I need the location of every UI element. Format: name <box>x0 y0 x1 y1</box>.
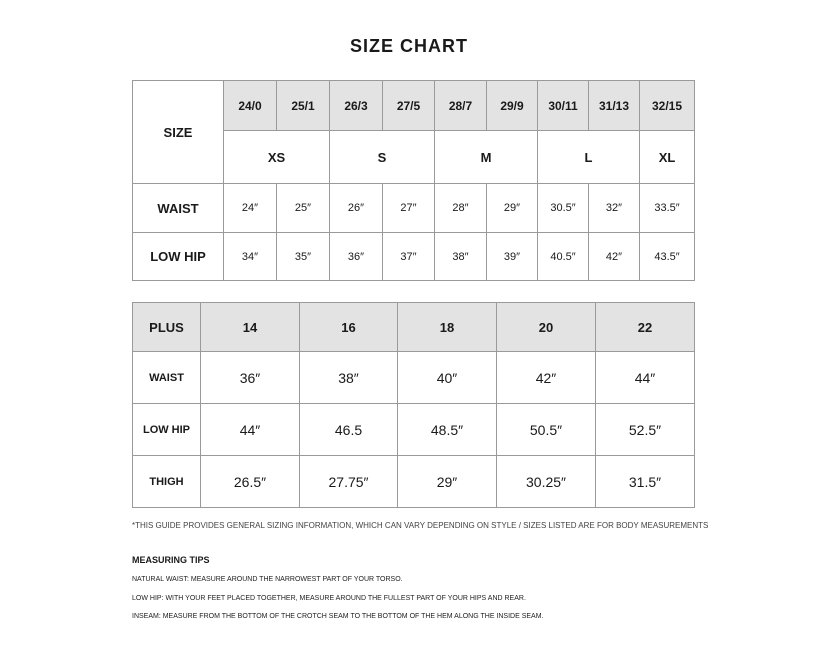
plus-size-table <box>132 302 695 508</box>
row-label: WAIST <box>133 184 224 233</box>
size-cell: 29/9 <box>487 81 538 131</box>
measuring-tips-title: MEASURING TIPS <box>132 555 210 565</box>
value-cell: 34″ <box>224 233 277 281</box>
table-row <box>133 233 695 281</box>
row-label: LOW HIP <box>133 233 224 281</box>
value-cell: 44″ <box>596 352 695 404</box>
plus-header: PLUS <box>133 303 201 352</box>
value-cell: 44″ <box>201 404 300 456</box>
value-cell: 39″ <box>487 233 538 281</box>
page-title: SIZE CHART <box>350 36 468 56</box>
value-cell: 38″ <box>300 352 398 404</box>
size-cell: 26/3 <box>330 81 383 131</box>
tip-natural-waist: NATURAL WAIST: MEASURE AROUND THE NARROWEST PART OF YOUR TORSO. <box>132 576 403 583</box>
size-cell: 25/1 <box>277 81 330 131</box>
value-cell: 33.5″ <box>640 184 695 233</box>
size-cell: 24/0 <box>224 81 277 131</box>
value-cell: 25″ <box>277 184 330 233</box>
value-cell: 31.5″ <box>596 456 695 508</box>
value-cell: 38″ <box>435 233 487 281</box>
value-cell: 35″ <box>277 233 330 281</box>
table-row <box>133 456 695 508</box>
value-cell: 30.25″ <box>497 456 596 508</box>
value-cell: 52.5″ <box>596 404 695 456</box>
size-cell: 28/7 <box>435 81 487 131</box>
size-cell: 14 <box>201 303 300 352</box>
value-cell: 30.5″ <box>538 184 589 233</box>
letter-size-cell: M <box>435 131 538 184</box>
tip-inseam: INSEAM: MEASURE FROM THE BOTTOM OF THE CROTCH SEAM TO THE BOTTOM OF THE HEM ALONG THE INSIDE SEAM. <box>132 613 544 620</box>
letter-size-cell: XS <box>224 131 330 184</box>
row-label: THIGH <box>133 456 201 508</box>
value-cell: 26.5″ <box>201 456 300 508</box>
size-table <box>132 80 695 281</box>
size-cell: 18 <box>398 303 497 352</box>
value-cell: 24″ <box>224 184 277 233</box>
letter-size-cell: S <box>330 131 435 184</box>
size-cell: 16 <box>300 303 398 352</box>
size-cell: 32/15 <box>640 81 695 131</box>
table-header-row <box>133 303 695 352</box>
size-cell: 22 <box>596 303 695 352</box>
size-cell: 20 <box>497 303 596 352</box>
value-cell: 28″ <box>435 184 487 233</box>
table-row <box>133 352 695 404</box>
size-header: SIZE <box>133 81 224 184</box>
letter-size-cell: XL <box>640 131 695 184</box>
size-cell: 30/11 <box>538 81 589 131</box>
value-cell: 27″ <box>383 184 435 233</box>
value-cell: 43.5″ <box>640 233 695 281</box>
value-cell: 42″ <box>497 352 596 404</box>
value-cell: 32″ <box>589 184 640 233</box>
size-cell: 27/5 <box>383 81 435 131</box>
disclaimer-note: *THIS GUIDE PROVIDES GENERAL SIZING INFORMATION, WHICH CAN VARY DEPENDING ON STYLE / SIZES LISTED ARE FOR BODY MEASUREMENTS <box>132 521 709 530</box>
size-cell: 31/13 <box>589 81 640 131</box>
value-cell: 50.5″ <box>497 404 596 456</box>
row-label: LOW HIP <box>133 404 201 456</box>
value-cell: 36″ <box>201 352 300 404</box>
value-cell: 42″ <box>589 233 640 281</box>
row-label: WAIST <box>133 352 201 404</box>
value-cell: 37″ <box>383 233 435 281</box>
value-cell: 40″ <box>398 352 497 404</box>
table-row <box>133 404 695 456</box>
value-cell: 48.5″ <box>398 404 497 456</box>
value-cell: 29″ <box>398 456 497 508</box>
value-cell: 36″ <box>330 233 383 281</box>
tip-low-hip: LOW HIP: WITH YOUR FEET PLACED TOGETHER, MEASURE AROUND THE FULLEST PART OF YOUR HIPS AND REAR. <box>132 595 526 602</box>
letter-size-cell: L <box>538 131 640 184</box>
value-cell: 46.5 <box>300 404 398 456</box>
table-row <box>133 184 695 233</box>
value-cell: 27.75″ <box>300 456 398 508</box>
value-cell: 29″ <box>487 184 538 233</box>
value-cell: 26″ <box>330 184 383 233</box>
value-cell: 40.5″ <box>538 233 589 281</box>
